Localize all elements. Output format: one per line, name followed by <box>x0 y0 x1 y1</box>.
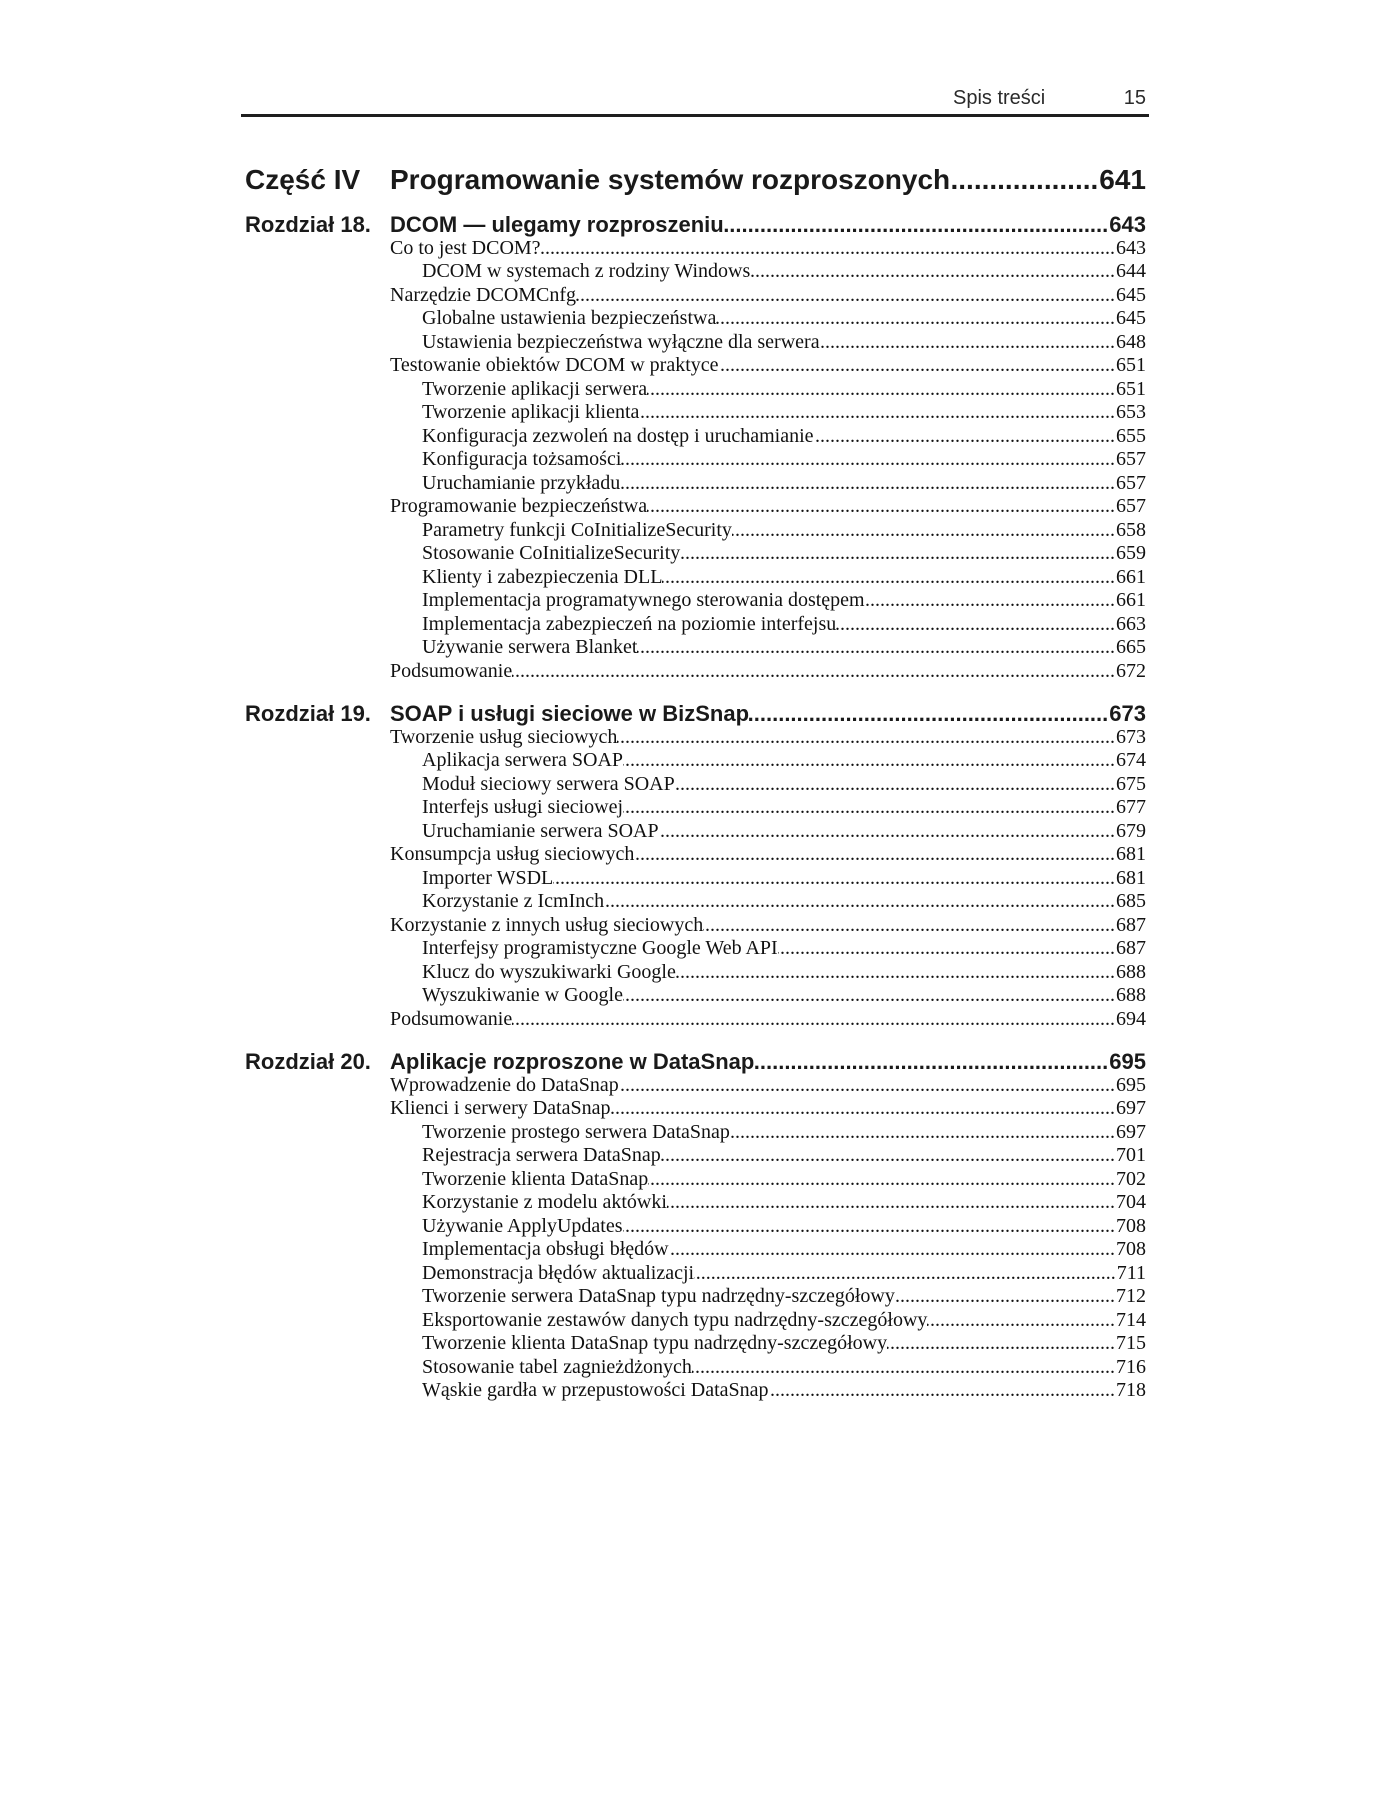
toc-entry-page-number: 672 <box>1116 659 1146 682</box>
toc-entry-page-number: 695 <box>1116 1073 1146 1096</box>
toc-entry-page-number: 673 <box>1116 725 1146 748</box>
chapter-label: Rozdział 18. <box>245 211 371 237</box>
toc-entry-page-number: 661 <box>1116 565 1146 588</box>
dot-leader <box>676 961 1115 985</box>
dot-leader <box>541 237 1115 261</box>
toc-entry-title: Demonstracja błędów aktualizacji <box>422 1261 695 1284</box>
toc-subentry <box>245 961 1146 985</box>
toc-subentry <box>245 1121 1146 1145</box>
toc-entry-title: Co to jest DCOM? <box>390 236 541 259</box>
toc-entry-title: Korzystanie z IcmInch <box>422 890 605 912</box>
toc-subentry <box>245 1356 1146 1380</box>
toc-entry-page-number: 657 <box>1116 495 1146 517</box>
toc-entry-title: DCOM w systemach z rodziny Windows <box>422 260 751 282</box>
toc-entry-page-number: 702 <box>1116 1167 1146 1190</box>
toc-entry-title: Konsumpcja usług sieciowych <box>390 843 635 865</box>
toc-entry-title: Rejestracja serwera DataSnap <box>422 1144 661 1166</box>
dot-leader <box>750 260 1115 284</box>
toc-entry-title: Tworzenie serwera DataSnap typu nadrzędny-szczegółowy <box>422 1285 895 1307</box>
dot-leader <box>716 307 1115 331</box>
toc-entry-title: Testowanie obiektów DCOM w praktyce <box>390 354 719 376</box>
toc-entry-title: Wąskie gardła w przepustowości DataSnap <box>422 1379 769 1401</box>
toc-entry-title: Programowanie bezpieczeństwa <box>390 495 648 517</box>
chapter-page-number: 673 <box>1109 700 1146 726</box>
toc-entry-page-number: 711 <box>1116 1261 1146 1284</box>
dot-leader <box>692 1356 1115 1380</box>
toc-subentry <box>245 937 1146 961</box>
dot-leader <box>732 519 1115 543</box>
chapter-section <box>245 1049 1146 1403</box>
dot-leader <box>610 1097 1115 1121</box>
toc-entry-title: Interfejsy programistyczne Google Web API <box>422 937 778 959</box>
toc-subentry <box>245 542 1146 566</box>
chapter-heading <box>245 212 1146 237</box>
chapter-title: DCOM — ulegamy rozproszeniu <box>390 211 724 237</box>
toc-entry-page-number: 697 <box>1116 1120 1146 1143</box>
toc-entry-title: Interfejs usługi sieciowej <box>422 796 624 818</box>
toc-entry-page-number: 655 <box>1116 424 1146 447</box>
toc-entry-page-number: 685 <box>1116 890 1146 912</box>
dot-leader <box>895 1285 1115 1309</box>
toc-entry-page-number: 644 <box>1116 260 1146 282</box>
toc-entry-title: Implementacja obsługi błędów <box>422 1238 669 1260</box>
toc-entry <box>245 726 1146 750</box>
toc-entry-page-number: 651 <box>1116 354 1146 376</box>
dot-leader <box>778 937 1115 961</box>
toc-entry-title: Globalne ustawienia bezpieczeństwa <box>422 307 717 329</box>
toc-subentry <box>245 636 1146 660</box>
toc-entry-page-number: 712 <box>1116 1285 1146 1307</box>
toc-entry-page-number: 697 <box>1116 1097 1146 1119</box>
dot-leader <box>675 773 1115 797</box>
toc-subentry <box>245 1215 1146 1239</box>
toc-entry-page-number: 661 <box>1116 589 1146 611</box>
toc-entry-page-number: 659 <box>1116 542 1146 564</box>
dot-leader <box>694 1262 1116 1286</box>
toc-subentry <box>245 749 1146 773</box>
dot-leader <box>623 749 1115 773</box>
toc-entry-page-number: 715 <box>1116 1332 1146 1354</box>
toc-entry-page-number: 687 <box>1116 937 1146 959</box>
toc-entry-page-number: 688 <box>1116 984 1146 1006</box>
dot-leader <box>680 542 1115 566</box>
toc-entry <box>245 843 1146 867</box>
toc-entry-title: Konfiguracja zezwoleń na dostęp i uruchamianie <box>422 424 814 447</box>
toc-subentry <box>245 820 1146 844</box>
chapter-label: Rozdział 19. <box>245 700 371 726</box>
toc-entry-page-number: 704 <box>1116 1191 1146 1213</box>
toc-entry-title: Implementacja zabezpieczeń na poziomie interfejsu <box>422 612 837 635</box>
dot-leader <box>623 796 1115 820</box>
chapter-section <box>245 212 1146 684</box>
toc-entry-title: Implementacja programatywnego sterowania dostępem <box>422 589 865 611</box>
toc-entry <box>245 495 1146 519</box>
toc-subentry <box>245 1238 1146 1262</box>
chapter-title: SOAP i usługi sieciowe w BizSnap <box>390 700 750 726</box>
toc-entry-title: Importer WSDL <box>422 866 554 889</box>
dot-leader <box>617 726 1115 750</box>
dot-leader <box>927 1309 1115 1333</box>
toc-entry-title: Klienci i serwery DataSnap <box>390 1097 611 1119</box>
toc-entry-page-number: 658 <box>1116 518 1146 541</box>
toc-entry-page-number: 681 <box>1116 843 1146 865</box>
toc-entry-page-number: 681 <box>1116 866 1146 889</box>
toc-entry-title: Korzystanie z innych usług sieciowych <box>390 913 704 936</box>
toc-entry-title: Tworzenie klienta DataSnap typu nadrzędny-szczegółowy <box>422 1332 888 1354</box>
toc-entry <box>245 914 1146 938</box>
toc-entry-title: Używanie serwera Blanket <box>422 636 638 658</box>
toc-entry <box>245 1097 1146 1121</box>
dot-leader <box>553 867 1115 891</box>
toc-subentry <box>245 867 1146 891</box>
dot-leader <box>647 495 1115 519</box>
toc-entry-page-number: 657 <box>1116 471 1146 494</box>
dot-leader <box>576 284 1115 308</box>
dot-leader <box>619 1074 1115 1098</box>
toc-entry-page-number: 688 <box>1116 960 1146 983</box>
toc-entry-page-number: 716 <box>1116 1355 1146 1378</box>
table-of-contents <box>245 162 1146 1403</box>
toc-entry-title: Korzystanie z modelu aktówki <box>422 1191 667 1213</box>
toc-entry <box>245 660 1146 684</box>
toc-entry <box>245 354 1146 378</box>
toc-entry-page-number: 679 <box>1116 819 1146 842</box>
dot-leader <box>719 354 1115 378</box>
dot-leader <box>661 1144 1115 1168</box>
toc-subentry <box>245 796 1146 820</box>
toc-entry-title: Tworzenie prostego serwera DataSnap <box>422 1120 730 1143</box>
dot-leader <box>814 425 1115 449</box>
dot-leader <box>836 613 1115 637</box>
toc-entry-page-number: 648 <box>1116 330 1146 353</box>
dot-leader <box>754 1049 1108 1074</box>
toc-entry-title: Parametry funkcji CoInitializeSecurity <box>422 518 732 541</box>
toc-entry-title: Klienty i zabezpieczenia DLL <box>422 565 663 588</box>
toc-entry-page-number: 645 <box>1116 307 1146 329</box>
dot-leader <box>623 984 1115 1008</box>
dot-leader <box>865 589 1115 613</box>
toc-entry <box>245 1074 1146 1098</box>
toc-entry-page-number: 653 <box>1116 401 1146 423</box>
toc-subentry <box>245 984 1146 1008</box>
header-rule <box>241 114 1149 117</box>
toc-subentry <box>245 890 1146 914</box>
toc-subentry <box>245 425 1146 449</box>
dot-leader <box>820 331 1115 355</box>
chapter-list <box>245 212 1146 1403</box>
toc-subentry <box>245 1332 1146 1356</box>
dot-leader <box>669 1238 1115 1262</box>
toc-entry-title: Wprowadzenie do DataSnap <box>390 1073 619 1096</box>
dot-leader <box>667 1191 1115 1215</box>
toc-entry-page-number: 718 <box>1116 1379 1146 1401</box>
toc-entry-page-number: 675 <box>1116 772 1146 795</box>
toc-entry-title: Podsumowanie <box>390 1007 513 1030</box>
toc-subentry <box>245 613 1146 637</box>
toc-subentry <box>245 307 1146 331</box>
dot-leader <box>950 162 1098 198</box>
toc-subentry <box>245 519 1146 543</box>
running-head-page-number: 15 <box>1123 87 1146 109</box>
chapter-heading <box>245 1049 1146 1074</box>
toc-subentry <box>245 472 1146 496</box>
toc-subentry <box>245 1168 1146 1192</box>
toc-subentry <box>245 1285 1146 1309</box>
dot-leader <box>648 1168 1115 1192</box>
dot-leader <box>621 448 1115 472</box>
toc-subentry <box>245 401 1146 425</box>
toc-subentry <box>245 1262 1146 1286</box>
toc-entry-title: Tworzenie aplikacji klienta <box>422 401 640 423</box>
dot-leader <box>887 1332 1115 1356</box>
dot-leader <box>724 212 1109 237</box>
dot-leader <box>749 701 1108 726</box>
dot-leader <box>604 890 1115 914</box>
toc-entry-title: Uruchamianie serwera SOAP <box>422 819 659 842</box>
chapter-page-number: 695 <box>1109 1048 1146 1074</box>
toc-entry-title: Podsumowanie <box>390 659 513 682</box>
chapter-page-number: 643 <box>1109 211 1146 237</box>
dot-leader <box>639 401 1115 425</box>
toc-entry-title: Ustawienia bezpieczeństwa wyłączne dla serwera <box>422 330 820 353</box>
part-title: Programowanie systemów rozproszonych <box>390 164 951 195</box>
running-head-title: Spis treści <box>953 87 1046 109</box>
toc-subentry <box>245 1191 1146 1215</box>
dot-leader <box>634 843 1115 867</box>
toc-entry-title: Tworzenie klienta DataSnap <box>422 1167 649 1190</box>
toc-entry-title: Stosowanie CoInitializeSecurity <box>422 542 681 564</box>
toc-subentry <box>245 589 1146 613</box>
toc-entry-title: Stosowanie tabel zagnieżdżonych <box>422 1355 692 1378</box>
dot-leader <box>620 472 1115 496</box>
toc-entry-title: Uruchamianie przykładu <box>422 471 621 494</box>
chapter-label: Rozdział 20. <box>245 1048 371 1074</box>
toc-subentry <box>245 773 1146 797</box>
toc-subentry <box>245 378 1146 402</box>
toc-entry-page-number: 645 <box>1116 283 1146 306</box>
toc-entry-page-number: 657 <box>1116 448 1146 470</box>
toc-entry-title: Moduł sieciowy serwera SOAP <box>422 772 675 795</box>
chapter-heading <box>245 701 1146 726</box>
part-label: Część IV <box>245 164 361 195</box>
toc-subentry <box>245 566 1146 590</box>
toc-entry-title: Klucz do wyszukiwarki Google <box>422 960 676 983</box>
toc-entry-title: Konfiguracja tożsamości <box>422 448 622 470</box>
toc-entry-page-number: 665 <box>1116 636 1146 658</box>
dot-leader <box>512 1008 1115 1032</box>
dot-leader <box>647 378 1115 402</box>
toc-entry-page-number: 714 <box>1116 1308 1146 1331</box>
chapter-title: Aplikacje rozproszone w DataSnap <box>390 1048 755 1074</box>
toc-subentry <box>245 260 1146 284</box>
part-page-number: 641 <box>1099 164 1146 195</box>
toc-entry-title: Tworzenie usług sieciowych <box>390 725 618 748</box>
toc-entry-page-number: 701 <box>1116 1144 1146 1166</box>
part-heading <box>245 162 1146 198</box>
toc-entry-title: Tworzenie aplikacji serwera <box>422 377 648 400</box>
dot-leader <box>623 1215 1115 1239</box>
toc-entry-page-number: 663 <box>1116 612 1146 635</box>
chapter-section <box>245 701 1146 1032</box>
toc-entry-title: Aplikacja serwera SOAP <box>422 749 624 771</box>
toc-subentry <box>245 448 1146 472</box>
toc-entry-page-number: 677 <box>1116 796 1146 818</box>
dot-leader <box>512 660 1115 684</box>
toc-subentry <box>245 1144 1146 1168</box>
dot-leader <box>637 636 1115 660</box>
dot-leader <box>730 1121 1115 1145</box>
toc-subentry <box>245 1379 1146 1403</box>
toc-entry-title: Używanie ApplyUpdates <box>422 1214 623 1237</box>
toc-entry-page-number: 708 <box>1116 1214 1146 1237</box>
toc-subentry <box>245 331 1146 355</box>
toc-entry <box>245 284 1146 308</box>
dot-leader <box>662 566 1115 590</box>
toc-entry-page-number: 651 <box>1116 377 1146 400</box>
toc-entry-page-number: 643 <box>1116 236 1146 259</box>
toc-entry-page-number: 694 <box>1116 1007 1146 1030</box>
toc-entry <box>245 237 1146 261</box>
toc-entry-page-number: 687 <box>1116 913 1146 936</box>
toc-entry-title: Narzędzie DCOMCnfg <box>390 283 577 306</box>
toc-entry-page-number: 708 <box>1116 1238 1146 1260</box>
dot-leader <box>703 914 1115 938</box>
toc-entry <box>245 1008 1146 1032</box>
toc-entry-title: Eksportowanie zestawów danych typu nadrzędny-szczegółowy <box>422 1308 928 1331</box>
dot-leader <box>769 1379 1115 1403</box>
dot-leader <box>659 820 1115 844</box>
toc-subentry <box>245 1309 1146 1333</box>
toc-entry-page-number: 674 <box>1116 749 1146 771</box>
toc-entry-title: Wyszukiwanie w Google <box>422 984 623 1006</box>
